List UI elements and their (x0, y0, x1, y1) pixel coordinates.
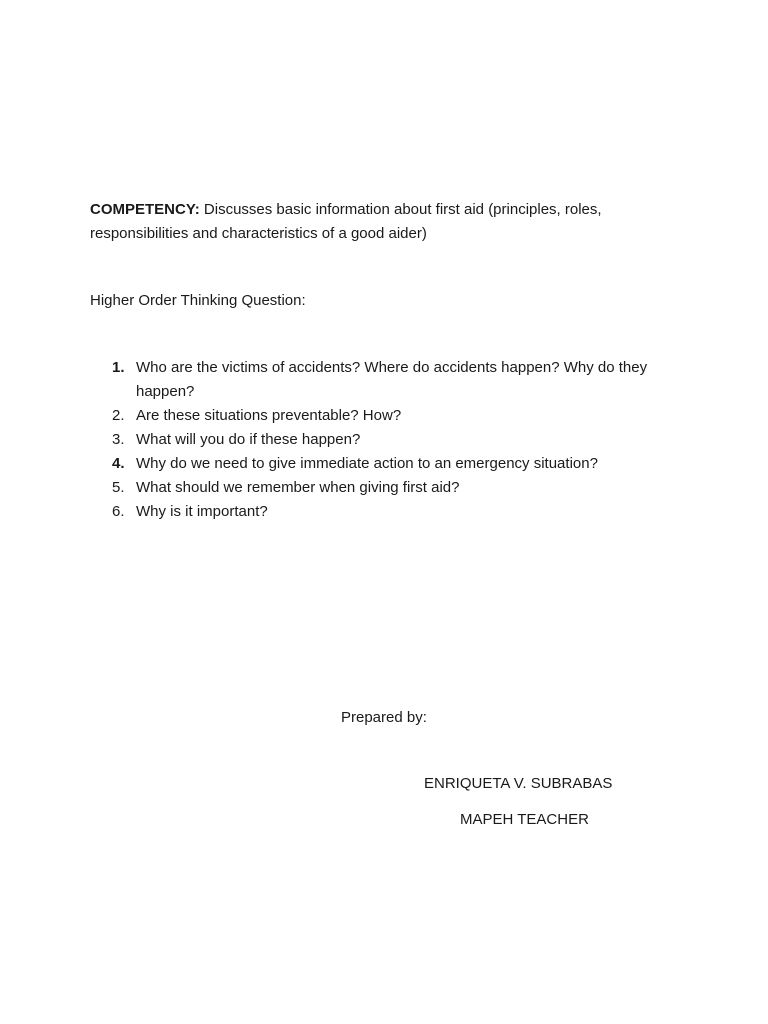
competency-statement (90, 198, 680, 246)
list-item-text: Why is it important? (136, 503, 268, 520)
list-item-number: 2. (112, 407, 125, 424)
list-item-number: 6. (112, 503, 125, 520)
list-item-text: Who are the victims of accidents? Where do accidents happen? Why do they happen? (136, 359, 648, 400)
list-item-number: 3. (112, 431, 125, 448)
competency-label: COMPETENCY: (90, 201, 200, 218)
question-list (90, 356, 690, 524)
list-item (90, 428, 690, 452)
hot-question-heading: Higher Order Thinking Question: (90, 292, 306, 309)
list-item-text: What will you do if these happen? (136, 431, 361, 448)
prepared-by-label: Prepared by: (341, 709, 427, 726)
list-item-number: 4. (112, 455, 125, 472)
competency-text: Discusses basic information about first aid (principles, roles, responsibilities and characteristics of a good aider) (90, 201, 602, 242)
list-item-number: 1. (112, 359, 125, 376)
list-item-text: Are these situations preventable? How? (136, 407, 402, 424)
list-item-text: Why do we need to give immediate action to an emergency situation? (136, 455, 598, 472)
list-item (90, 476, 690, 500)
list-item-text: What should we remember when giving first aid? (136, 479, 460, 496)
list-item (90, 356, 690, 404)
signer-title: MAPEH TEACHER (460, 811, 589, 828)
list-item-number: 5. (112, 479, 125, 496)
list-item (90, 452, 690, 476)
signer-name: ENRIQUETA V. SUBRABAS (424, 775, 613, 792)
list-item (90, 404, 690, 428)
list-item (90, 500, 690, 524)
